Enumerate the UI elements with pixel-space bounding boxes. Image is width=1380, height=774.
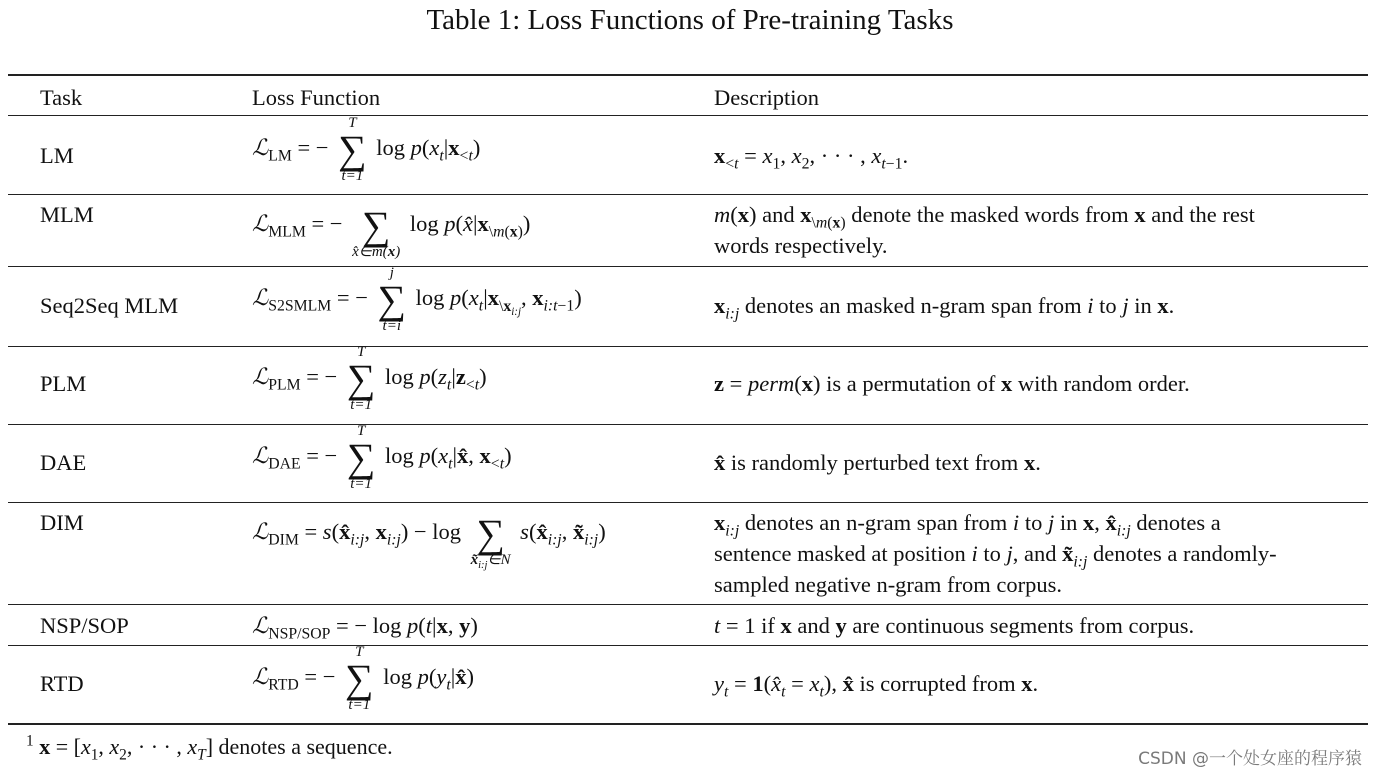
row-loss-plm: ℒ$_{PLM}$ = − T ∑ t=1 $\log p(z_t|z_{<t})$ xyxy=(252,344,487,413)
row-loss-rtd: ℒ$_{RTD}$ = − T ∑ t=1 $\log p(y_t|x̂)$ xyxy=(252,644,474,713)
row-loss-dae: ℒ$_{DAE}$ = − T ∑ t=1 $\log p(x_t|x̂$, $x_{<t}$) xyxy=(252,423,512,492)
row-task-mlm: MLM xyxy=(40,202,94,227)
row-rule xyxy=(8,645,1368,646)
row-loss-nsp-sop: ℒ$_{NSP/SOP}$ = − log p(t|x, y) xyxy=(252,613,478,643)
row-task-plm: PLM xyxy=(40,371,87,396)
row-rule xyxy=(8,266,1368,267)
header-rule xyxy=(8,115,1368,116)
row-desc-lm: $x_{<t} = x_1$, $x_2$, · · · , $x_{t-1}$. xyxy=(714,143,909,173)
table-caption: Table 1: Loss Functions of Pre-training Tasks xyxy=(426,4,954,36)
row-rule xyxy=(8,346,1368,347)
row-rule xyxy=(8,604,1368,605)
row-desc-dae: x̂ is randomly perturbed text from x. xyxy=(714,450,1041,475)
row-desc-seq2seq-mlm: $x_{i:j}$ denotes an masked n-gram span from i to j in x. xyxy=(714,293,1175,323)
row-task-rtd: RTD xyxy=(40,671,84,696)
header-description: Description xyxy=(714,85,819,110)
row-task-dim: DIM xyxy=(40,510,84,535)
row-desc-dim-line3: sampled negative n-gram from corpus. xyxy=(714,572,1063,597)
row-desc-nsp-sop: t = 1 if x and y are continuous segments from corpus. xyxy=(714,613,1195,638)
bottom-rule xyxy=(8,723,1368,725)
row-desc-plm: z = perm(x) is a permutation of x with random order. xyxy=(714,371,1190,396)
row-loss-dim: ℒ$_{DIM}$ = $s(x̂_{i:j}$, $x_{i:j}) - \log$ ∑ $x̃_{i:j}\in N$ $s(x̂_{i:j}$, $x̃_{i:j}$) xyxy=(252,511,606,571)
row-task-dae: DAE xyxy=(40,450,87,475)
row-rule xyxy=(8,424,1368,425)
row-desc-rtd: $y_t$ = $1(x̂_t = x_t)$, x̂ is corrupted from x. xyxy=(714,671,1039,701)
row-task-lm: LM xyxy=(40,143,74,168)
header-task: Task xyxy=(40,85,83,110)
footnote: $^1$ $x = [x_1$, $x_2$, · · · , $x_T$] denotes a sequence. xyxy=(26,732,393,764)
row-desc-dim-line1: $x_{i:j}$ denotes an n-gram span from i to j in x, $x̂_{i:j}$ denotes a xyxy=(714,510,1221,540)
top-rule xyxy=(8,74,1368,76)
row-loss-seq2seq-mlm: ℒ$_{S2SMLM}$ = − j ∑ t=i $\log p(x_t|x_{\backslash x_{i:j}}$, $x_{i:t-1}$) xyxy=(252,265,582,334)
row-rule xyxy=(8,194,1368,195)
row-task-nsp-sop: NSP/SOP xyxy=(40,613,129,638)
row-loss-mlm: ℒ$_{MLM}$ = − ∑ x̂∈m(x) $\log p(x̂|x_{\backslash m(x)})$ xyxy=(252,203,531,260)
header-loss-function: Loss Function xyxy=(252,85,381,110)
row-desc-mlm-line1: m(x) and $x_{\backslash m(x)}$ denote the masked words from x and the rest xyxy=(714,202,1255,232)
row-loss-lm: ℒ$_{LM}$ = − T ∑ t=1 $\log p(x_t|x_{<t})$ xyxy=(252,115,481,184)
row-desc-mlm-line2: words respectively. xyxy=(714,233,888,258)
row-task-seq2seq-mlm: Seq2Seq MLM xyxy=(40,293,179,318)
watermark: CSDN @一个处女座的程序猿 xyxy=(1138,749,1362,769)
row-rule xyxy=(8,502,1368,503)
row-desc-dim-line2: sentence masked at position i to j, and $x̃_{i:j}$ denotes a randomly- xyxy=(714,541,1277,571)
